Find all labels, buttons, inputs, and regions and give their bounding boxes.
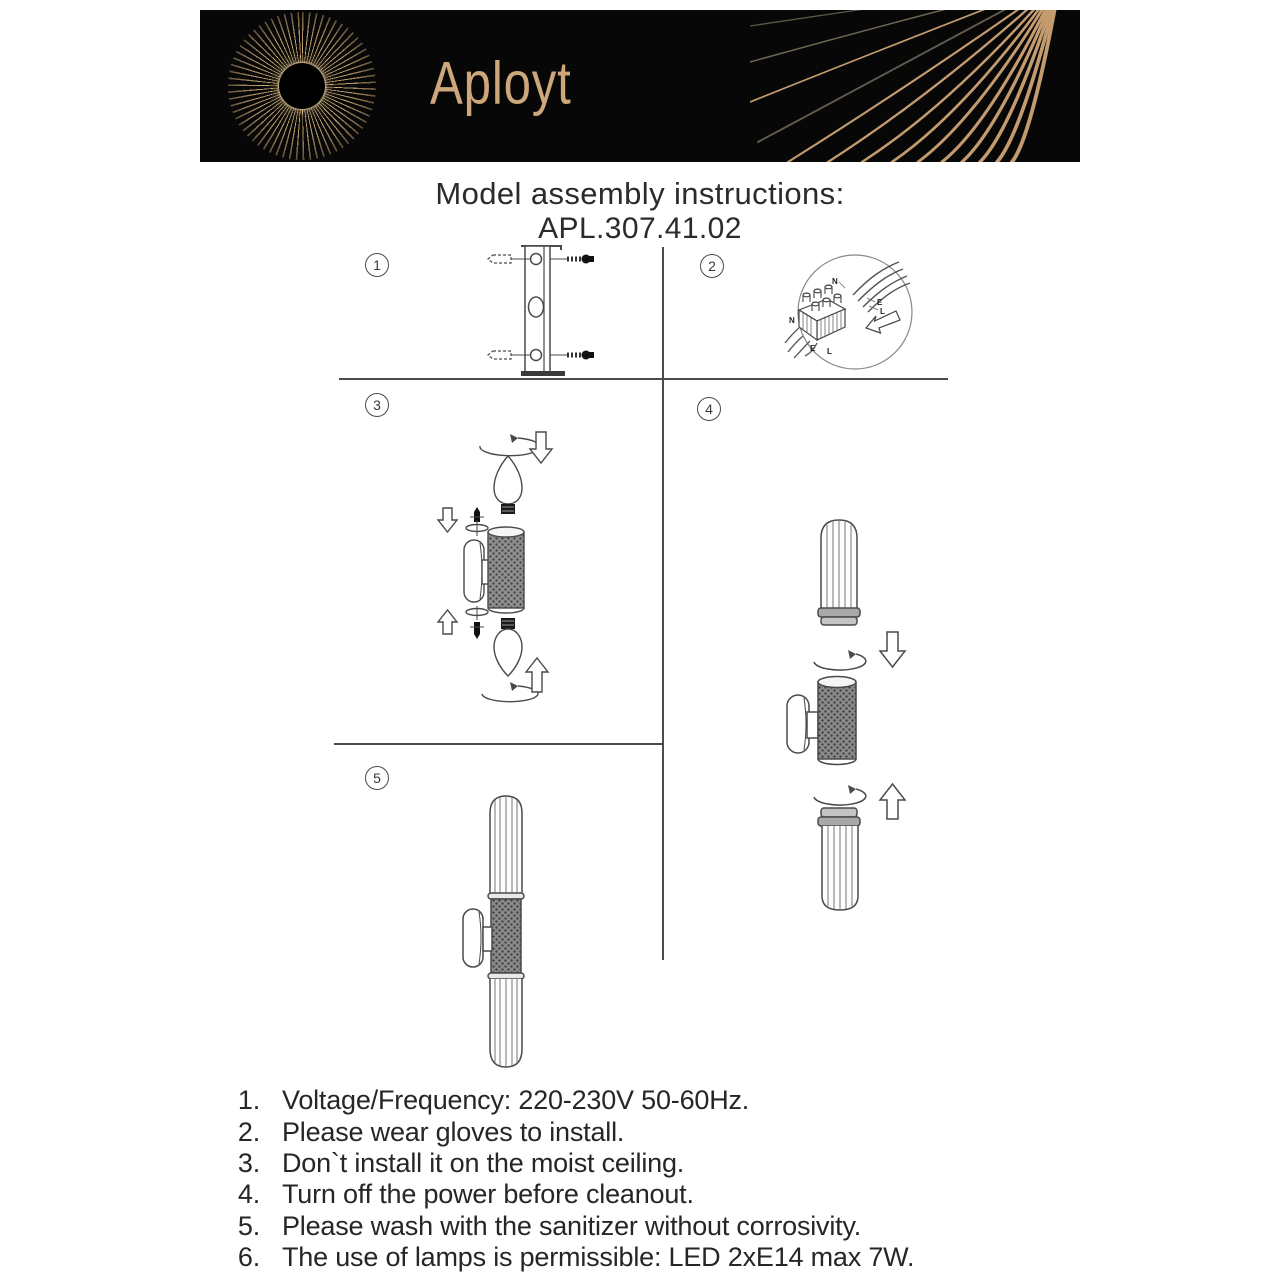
arrow-down-icon	[530, 432, 552, 463]
instruction-item	[228, 1116, 1058, 1147]
instruction-text: Don`t install it on the moist ceiling.	[282, 1147, 685, 1178]
svg-text:L: L	[827, 347, 832, 356]
page-title: Model assembly instructions:	[435, 176, 845, 211]
arrow-down-icon	[880, 632, 905, 667]
svg-text:N: N	[832, 277, 838, 286]
instruction-text: The use of lamps is permissible: LED 2xE14 max 7W.	[282, 1242, 915, 1273]
assembled-lamp-diagram	[450, 785, 660, 1075]
mounting-bracket-diagram	[455, 243, 645, 383]
instruction-number: 3.	[237, 1147, 260, 1178]
svg-text:E: E	[877, 298, 883, 307]
instruction-number: 5.	[237, 1210, 260, 1241]
divider-horizontal-bottom	[334, 743, 664, 745]
svg-text:L: L	[880, 307, 885, 316]
step-1-badge: 1	[365, 253, 389, 277]
step-2-badge: 2	[700, 254, 724, 278]
model-number: APL.307.41.02	[538, 212, 742, 245]
instruction-text: Please wash with the sanitizer without corrosivity.	[282, 1210, 862, 1241]
arrow-down-icon	[438, 508, 457, 532]
rotate-arrowhead-icon	[510, 434, 518, 443]
step-4-badge: 4	[697, 397, 721, 421]
rotate-arrowhead-icon	[848, 785, 856, 794]
decor-rays-icon	[750, 10, 1080, 162]
diffuser-install-diagram	[770, 512, 970, 912]
instruction-item	[228, 1211, 1058, 1242]
instruction-text: Voltage/Frequency: 220-230V 50-60Hz.	[282, 1085, 750, 1116]
instruction-item	[228, 1179, 1058, 1210]
arrow-up-icon	[880, 784, 905, 819]
rotate-arrowhead-icon	[848, 650, 856, 659]
instruction-number: 4.	[237, 1179, 260, 1210]
svg-text:E: E	[810, 344, 816, 353]
divider-vertical	[662, 247, 664, 960]
instruction-item	[228, 1148, 1058, 1179]
wiring-diagram	[783, 248, 933, 380]
bulb-install-diagram	[420, 420, 655, 710]
instruction-item	[228, 1242, 1058, 1273]
rotate-arrowhead-icon	[510, 682, 518, 691]
step-3-badge: 3	[365, 393, 389, 417]
brand-name: Aployt	[430, 49, 572, 117]
brand-banner	[200, 10, 1080, 162]
instructions-list	[228, 1085, 1058, 1273]
instruction-number: 6.	[237, 1242, 260, 1273]
instruction-number: 2.	[237, 1116, 260, 1147]
instruction-item	[228, 1085, 1058, 1116]
sunburst-logo-icon	[228, 12, 376, 160]
arrow-up-icon	[526, 658, 548, 692]
instruction-text: Turn off the power before cleanout.	[282, 1179, 694, 1210]
step-5-badge: 5	[365, 766, 389, 790]
instruction-text: Please wear gloves to install.	[282, 1116, 625, 1147]
svg-text:N: N	[789, 316, 795, 325]
instruction-number: 1.	[237, 1085, 260, 1116]
arrow-up-icon	[438, 610, 457, 634]
